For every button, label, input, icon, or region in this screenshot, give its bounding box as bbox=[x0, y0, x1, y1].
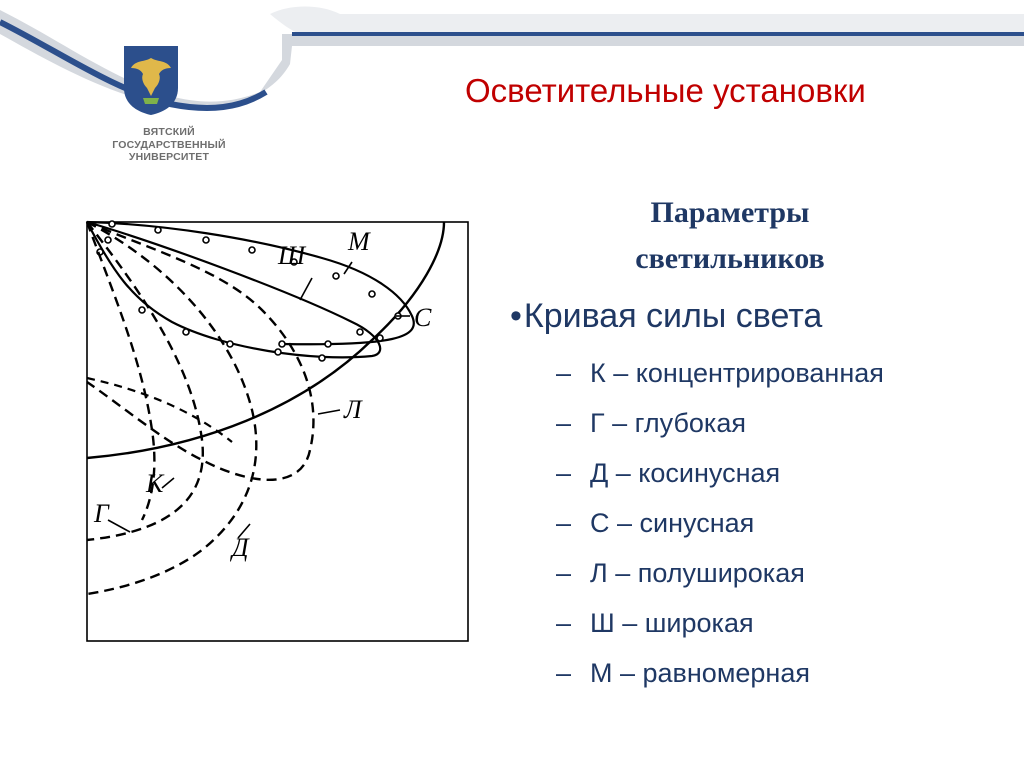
label-s: С bbox=[414, 303, 432, 332]
bullet-item bbox=[510, 297, 822, 336]
dash-marker: – bbox=[556, 608, 572, 638]
list-item-text: Д – косинусная bbox=[590, 458, 781, 488]
curve-types-list bbox=[556, 354, 884, 704]
curves-svg bbox=[82, 210, 474, 650]
curve-sh bbox=[87, 222, 380, 357]
list-item bbox=[556, 604, 884, 654]
section-heading-line-2: светильников bbox=[635, 242, 825, 275]
list-item bbox=[556, 354, 884, 404]
curve-d bbox=[87, 222, 256, 594]
label-g: Г bbox=[94, 499, 109, 528]
dash-marker: – bbox=[556, 558, 572, 588]
label-k: К bbox=[146, 469, 164, 498]
dash-marker: – bbox=[556, 358, 572, 388]
label-d: Д bbox=[232, 533, 249, 562]
list-item bbox=[556, 554, 884, 604]
list-item-text: Л – полуширокая bbox=[590, 558, 805, 588]
university-crest-icon bbox=[121, 44, 181, 116]
dash-marker: – bbox=[556, 508, 572, 538]
logo-line-3: УНИВЕРСИТЕТ bbox=[128, 151, 210, 163]
list-item bbox=[556, 454, 884, 504]
list-item bbox=[556, 504, 884, 554]
list-item-text: М – равномерная bbox=[590, 658, 810, 688]
bullet-dot-icon: • bbox=[510, 297, 522, 335]
bullet-text: Кривая силы света bbox=[523, 297, 823, 335]
section-heading bbox=[535, 190, 925, 282]
list-item bbox=[556, 404, 884, 454]
page-title: Осветительные установки bbox=[465, 72, 866, 109]
dash-marker: – bbox=[556, 408, 572, 438]
list-item-text: С – синусная bbox=[590, 508, 755, 538]
light-distribution-diagram bbox=[82, 210, 474, 650]
label-sh: Ш bbox=[278, 241, 306, 270]
dash-marker: – bbox=[556, 658, 572, 688]
dash-marker: – bbox=[556, 458, 572, 488]
label-l: Л bbox=[344, 395, 362, 424]
list-item-text: Г – глубокая bbox=[590, 408, 746, 438]
logo-line-2: ГОСУДАРСТВЕННЫЙ bbox=[112, 138, 226, 151]
section-heading-line-1: Параметры bbox=[650, 196, 810, 229]
list-item-text: К – концентрированная bbox=[590, 358, 884, 388]
list-item bbox=[556, 654, 884, 704]
logo-line-1: ВЯТСКИЙ bbox=[143, 126, 195, 138]
label-m: М bbox=[348, 227, 370, 256]
list-item-text: Ш – широкая bbox=[590, 608, 754, 638]
